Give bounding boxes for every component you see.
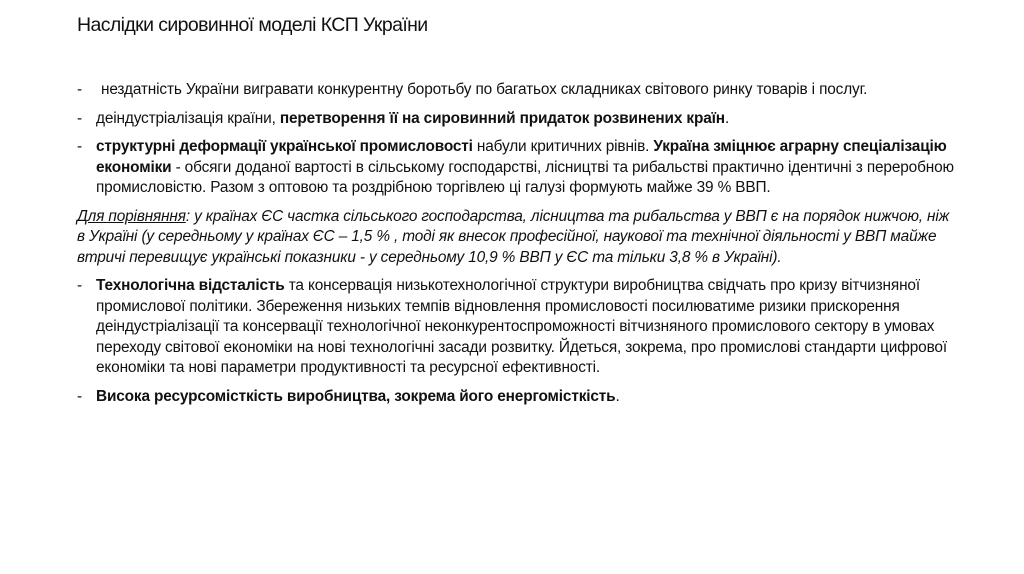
bullet-dash: - bbox=[77, 277, 82, 294]
bullet-bold-text: Технологічна відсталість bbox=[96, 277, 285, 294]
bullet-text: деіндустріалізація країни, bbox=[96, 109, 280, 127]
bullet-dash: - bbox=[77, 109, 82, 127]
bullet-item-structural-deformations bbox=[77, 137, 957, 199]
bullet-item-deindustrialization bbox=[77, 109, 957, 130]
bullet-text: . bbox=[615, 387, 620, 405]
bullet-bold-text: Україна зміцнює аграрну спеціалізацію економіки bbox=[96, 138, 947, 176]
comparison-label: Для порівняння bbox=[77, 207, 186, 225]
slide-title: Наслідки сировинної моделі КСП України bbox=[77, 14, 428, 36]
bullet-text: - обсяги доданої вартості в сільському господарстві, лісництві та рибальстві практично ідентичні з переробною промисловістю. Разом з оптовою та роздрібною торгівлею ці галузі формують майже 39 % ВВП. bbox=[96, 158, 954, 196]
slide-content bbox=[77, 80, 957, 415]
comparison-text: : у країнах ЄС частка сільського господарства, лісництва та рибальства у ВВП є на порядок нижчою, ніж в Україні (у середньому у країнах ЄС – 1,5 % , тоді як внесок професійної, наукової та технічної діяльності у ВВП майже втричі перевищує українські показники - у середньому 10,9 % ВВП у ЄС та тільки 3,8 % в Україні). bbox=[77, 207, 950, 266]
bullet-bold-text: перетворення її на сировинний придаток розвинених країн bbox=[279, 109, 725, 127]
bullet-item-technological-lag bbox=[77, 276, 957, 379]
bullet-bold-text: Висока ресурсомісткість виробництва, зокрема його енергомісткість bbox=[96, 387, 616, 405]
bullet-text: набули критичних рівнів. bbox=[472, 138, 654, 155]
comparison-note bbox=[77, 207, 957, 269]
bullet-bold-text: структурні деформації української промисловості bbox=[96, 138, 473, 155]
bullet-item-competitiveness bbox=[77, 80, 957, 101]
bullet-text: та консервація низькотехнологічної структури виробництва свідчать про кризу вітчизняної промислової політики. Збереження низьких темпів відновлення промисловості посилюватиме ризики прискорення деіндустріалізації та консервації технологічної неконкурентоспроможності вітчизняного промислового сектору в умовах переходу світової економіки на нові технологічні засади розвитку. Йдеться, зокрема, про промислові стандарти цифрової економіки та нові параметри продуктивності та ресурсної ефективності. bbox=[96, 277, 947, 376]
bullet-text: нездатність України вигравати конкурентну боротьбу по багатьох складниках світового ринку товарів і послуг. bbox=[101, 81, 868, 98]
bullet-text-end: . bbox=[724, 109, 730, 127]
bullet-dash: - bbox=[77, 387, 82, 405]
bullet-dash: - bbox=[77, 138, 82, 155]
bullet-dash: - bbox=[77, 81, 82, 98]
bullet-item-resource-intensity bbox=[77, 387, 957, 408]
